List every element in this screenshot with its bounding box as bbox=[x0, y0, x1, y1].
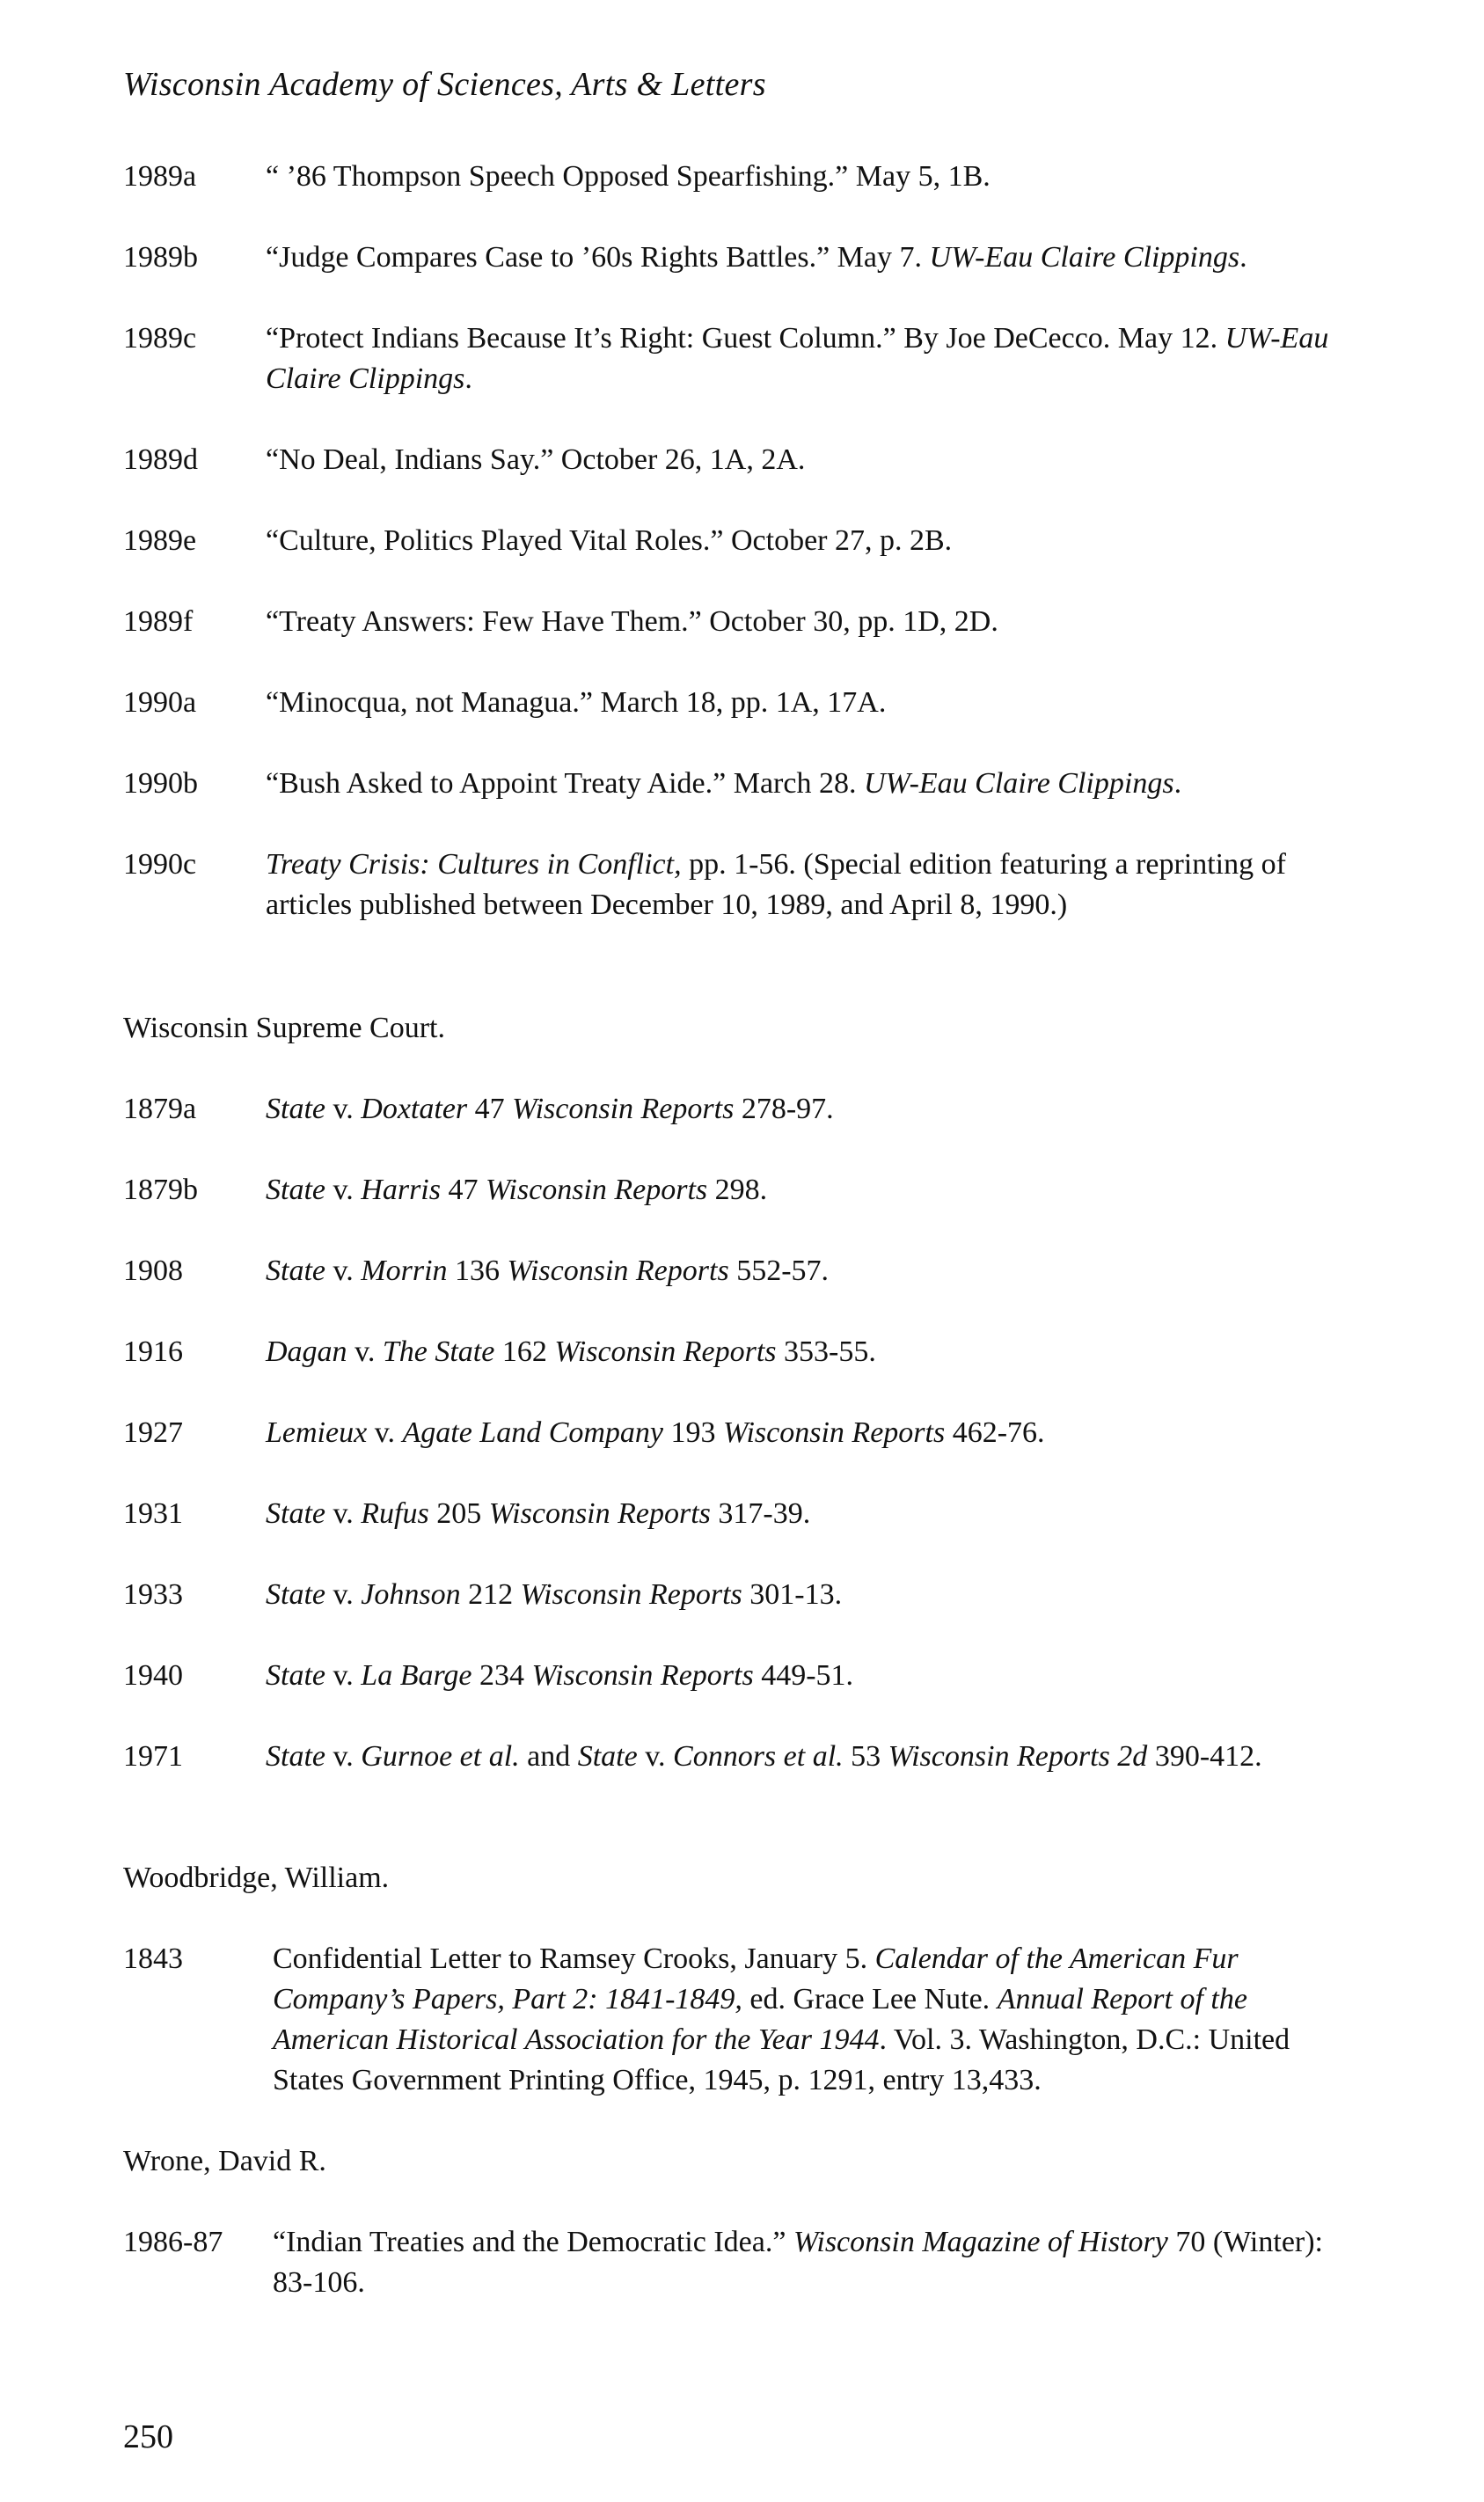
entry-year: 1908 bbox=[123, 1255, 183, 1287]
entry-text: “Judge Compares Case to ’60s Rights Battles.” May 7. UW-Eau Claire Clippings. bbox=[266, 241, 1247, 274]
entry-text: State v. Doxtater 47 Wisconsin Reports 278-97. bbox=[266, 1093, 834, 1125]
bibliography-entry bbox=[123, 521, 1337, 561]
bibliography-entry bbox=[123, 1413, 1337, 1453]
entry-text: “Indian Treaties and the Democratic Idea.” Wisconsin Magazine of History 70 (Winter): 83-106. bbox=[273, 2226, 1324, 2299]
author-heading: Wrone, David R. bbox=[123, 2145, 326, 2177]
entry-year: 1989a bbox=[123, 160, 197, 193]
entry-year: 1916 bbox=[123, 1335, 183, 1368]
bibliography-entry bbox=[123, 1251, 1337, 1291]
entry-year: 1990a bbox=[123, 686, 197, 719]
entry-text: “Culture, Politics Played Vital Roles.” October 27, p. 2B. bbox=[266, 524, 953, 557]
entry-year: 1927 bbox=[123, 1416, 183, 1449]
bibliography-entry bbox=[123, 1575, 1337, 1615]
bibliography-entry bbox=[123, 157, 1337, 197]
entry-text: Treaty Crisis: Cultures in Conflict, pp. 1-56. (Special edition featuring a reprinting of articles published between December 10, 1989, and April 8, 1990.) bbox=[266, 848, 1286, 921]
entry-text: State v. Rufus 205 Wisconsin Reports 317-39. bbox=[266, 1497, 811, 1530]
bibliography-entry bbox=[123, 1656, 1337, 1696]
bibliography-entry bbox=[123, 238, 1337, 278]
page-number: 250 bbox=[123, 2418, 173, 2455]
bibliography-entry bbox=[123, 764, 1337, 804]
entry-year: 1933 bbox=[123, 1578, 183, 1611]
entry-year: 1989b bbox=[123, 241, 198, 274]
entry-year: 1879a bbox=[123, 1093, 197, 1125]
entry-text: State v. Harris 47 Wisconsin Reports 298. bbox=[266, 1174, 768, 1206]
entry-text: State v. Johnson 212 Wisconsin Reports 301-13. bbox=[266, 1578, 843, 1611]
entry-text: State v. Morrin 136 Wisconsin Reports 552-57. bbox=[266, 1255, 830, 1287]
entry-text: “Treaty Answers: Few Have Them.” October 30, pp. 1D, 2D. bbox=[266, 605, 998, 638]
entry-text: Lemieux v. Agate Land Company 193 Wisconsin Reports 462-76. bbox=[266, 1416, 1045, 1449]
bibliography-entry bbox=[123, 683, 1337, 723]
entry-year: 1843 bbox=[123, 1942, 183, 1975]
entry-year: 1931 bbox=[123, 1497, 183, 1530]
entry-year: 1971 bbox=[123, 1740, 183, 1773]
entry-year: 1940 bbox=[123, 1659, 183, 1692]
entry-text: “ ’86 Thompson Speech Opposed Spearfishing.” May 5, 1B. bbox=[266, 160, 991, 193]
bibliography-entry bbox=[123, 1170, 1337, 1211]
bibliography-entry bbox=[123, 1089, 1337, 1130]
bibliography-entry bbox=[123, 2222, 1337, 2303]
bibliography-entry bbox=[123, 845, 1337, 925]
author-heading: Woodbridge, William. bbox=[123, 1862, 390, 1894]
entry-text: “Protect Indians Because It’s Right: Guest Column.” By Joe DeCecco. May 12. UW-Eau Claire Clippings. bbox=[266, 322, 1329, 395]
entry-text: “Minocqua, not Managua.” March 18, pp. 1A, 17A. bbox=[266, 686, 887, 719]
entry-text: State v. La Barge 234 Wisconsin Reports 449-51. bbox=[266, 1659, 854, 1692]
entry-text: “No Deal, Indians Say.” October 26, 1A, 2A. bbox=[266, 443, 806, 476]
entry-year: 1989e bbox=[123, 524, 197, 557]
running-header: Wisconsin Academy of Sciences, Arts & Letters bbox=[123, 66, 766, 103]
bibliography-entry bbox=[123, 1494, 1337, 1534]
entry-year: 1989f bbox=[123, 605, 194, 638]
entry-year: 1990c bbox=[123, 848, 197, 881]
entry-year: 1986-87 bbox=[123, 2226, 223, 2258]
entry-year: 1989c bbox=[123, 322, 197, 355]
bibliography-entry bbox=[123, 1939, 1337, 2101]
entry-text: Dagan v. The State 162 Wisconsin Reports 353-55. bbox=[266, 1335, 876, 1368]
entry-text: “Bush Asked to Appoint Treaty Aide.” March 28. UW-Eau Claire Clippings. bbox=[266, 767, 1182, 800]
entry-year: 1990b bbox=[123, 767, 198, 800]
bibliography-entry bbox=[123, 1332, 1337, 1372]
author-heading: Wisconsin Supreme Court. bbox=[123, 1012, 445, 1044]
bibliography-entry bbox=[123, 440, 1337, 480]
entry-text: State v. Gurnoe et al. and State v. Connors et al. 53 Wisconsin Reports 2d 390-412. bbox=[266, 1740, 1262, 1773]
bibliography-entry bbox=[123, 602, 1337, 642]
entry-year: 1989d bbox=[123, 443, 198, 476]
entry-text: Confidential Letter to Ramsey Crooks, January 5. Calendar of the American Fur Company’s Papers, Part 2: 1841-1849, ed. Grace Lee Nute. Annual Report of the American Historical Association for the Year 1944. Vol. 3. Washington, D.C.: United States Government Printing Office, 1945, p. 1291, entry 13,433. bbox=[273, 1942, 1290, 2096]
bibliography-entry bbox=[123, 1737, 1337, 1777]
bibliography-entry bbox=[123, 318, 1337, 399]
entry-year: 1879b bbox=[123, 1174, 198, 1206]
